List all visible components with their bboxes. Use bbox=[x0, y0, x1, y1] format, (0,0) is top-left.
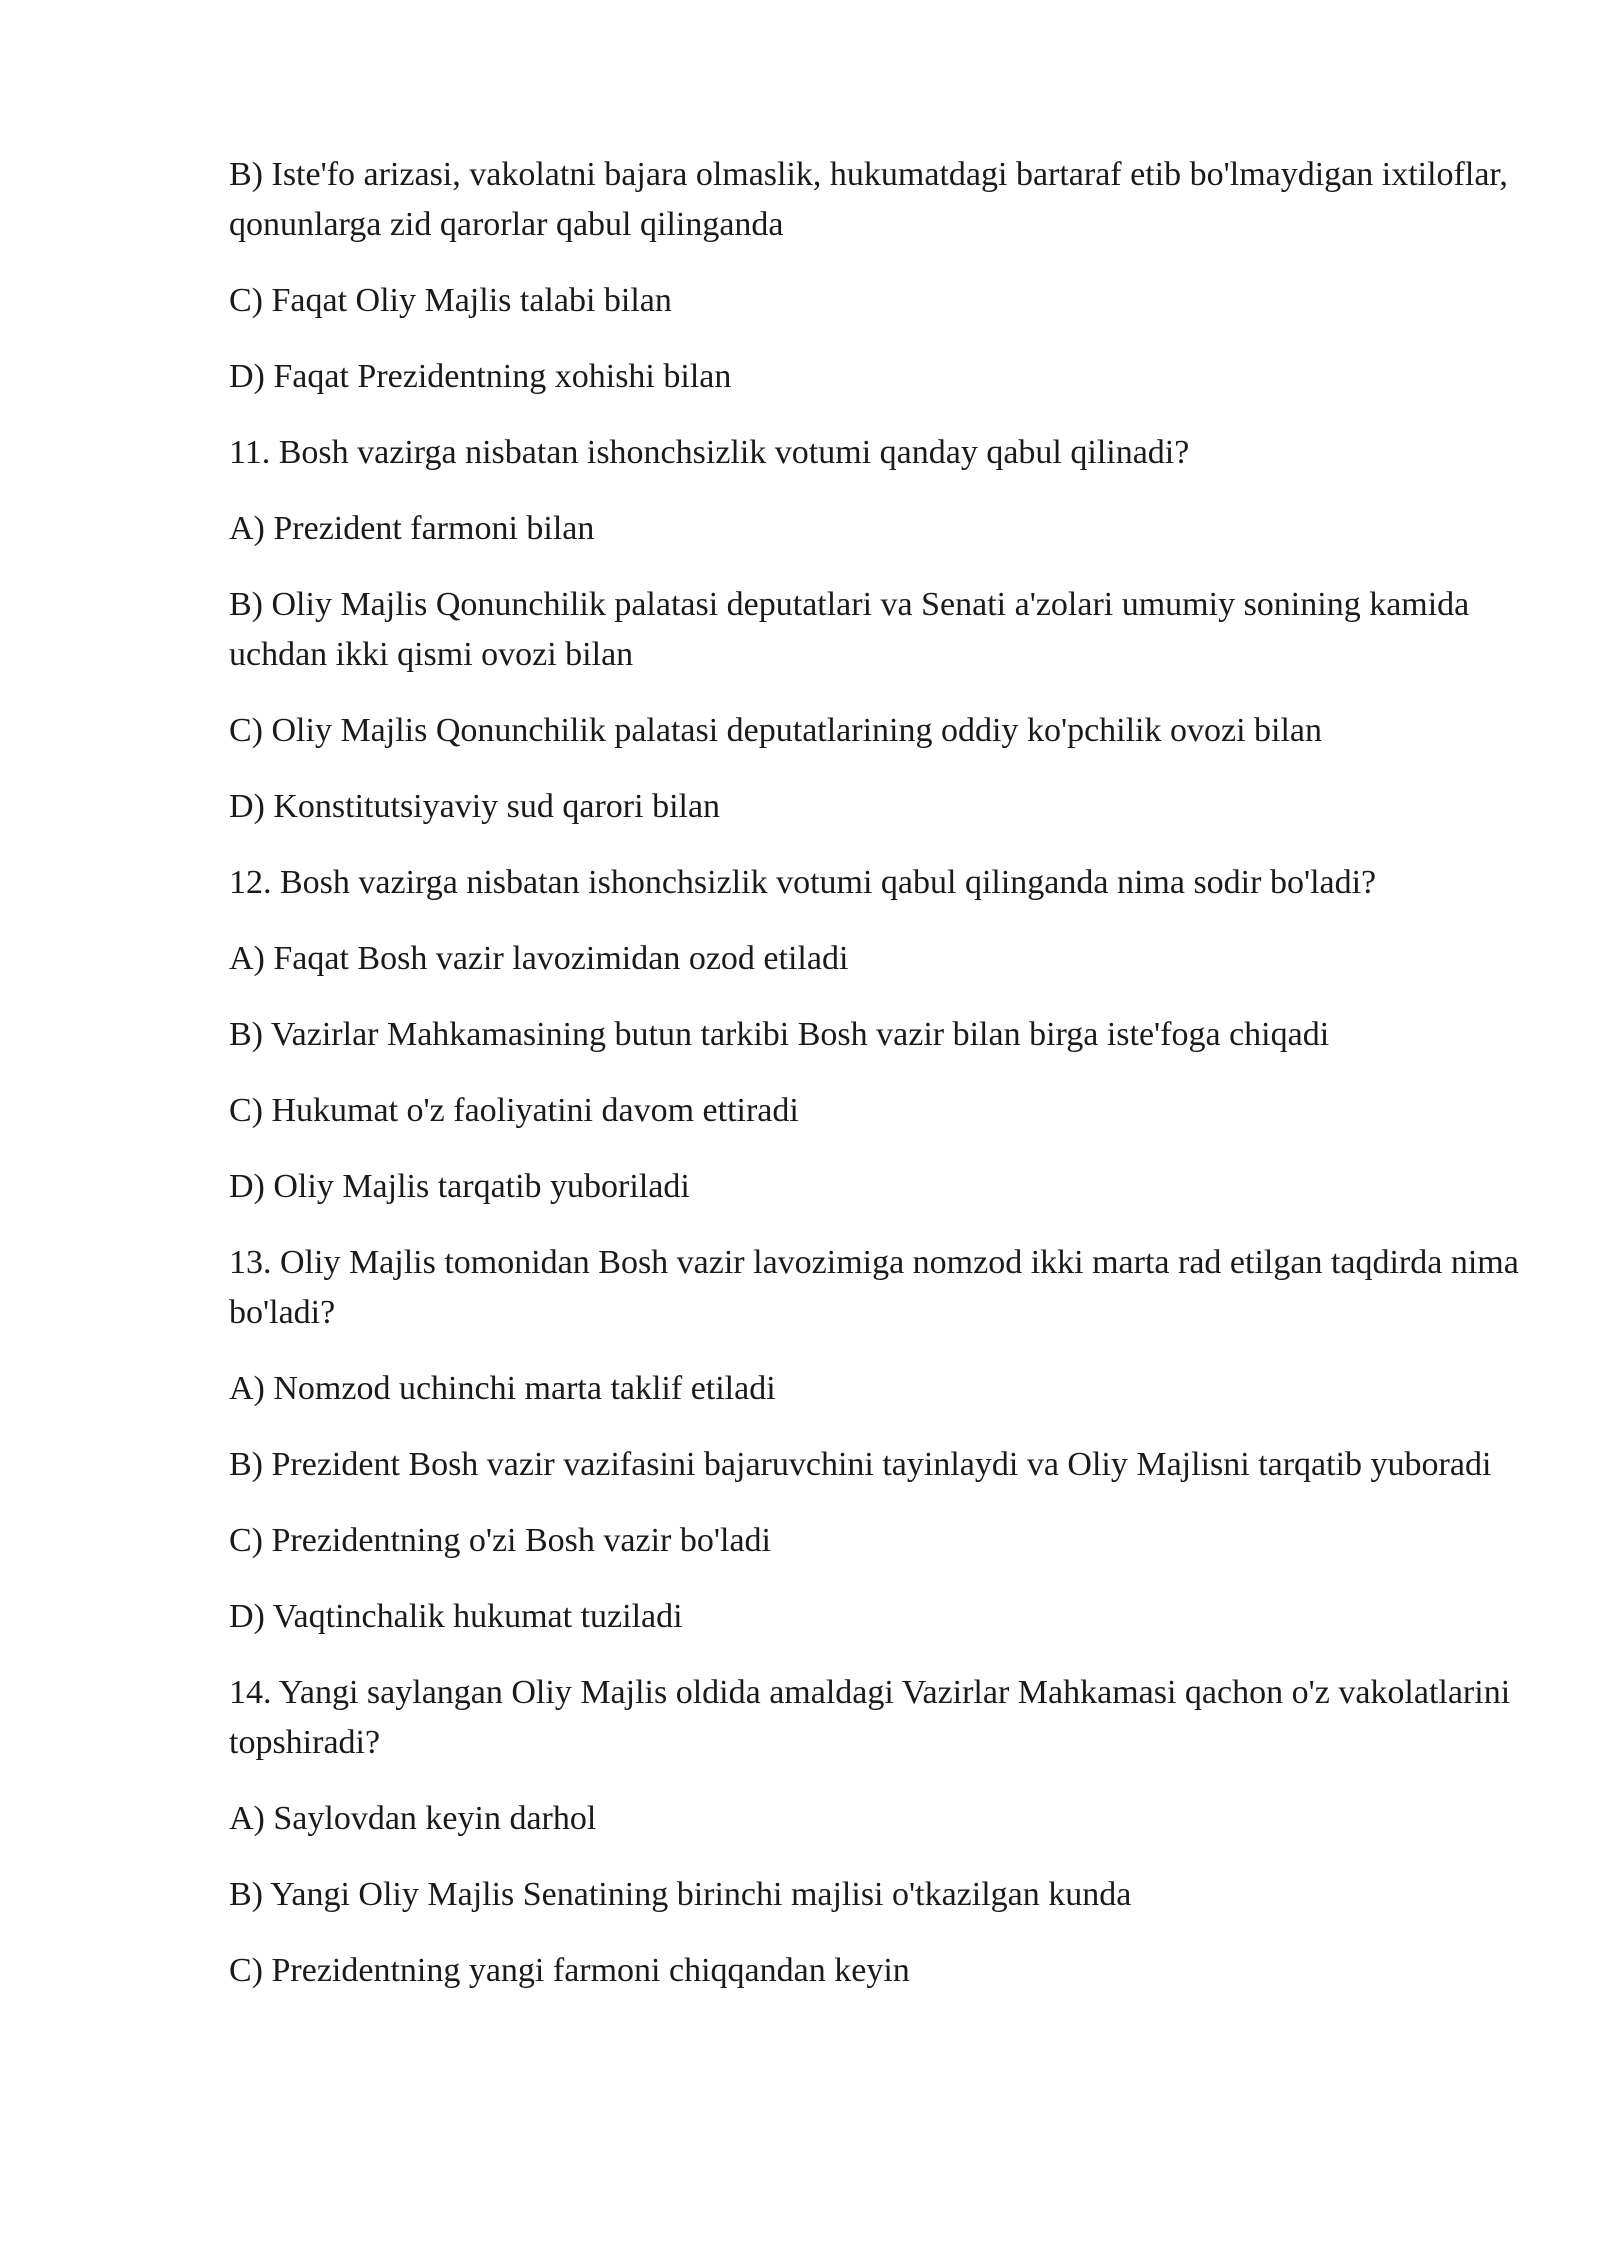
answer-option: B) Oliy Majlis Qonunchilik palatasi deputatlari va Senati a'zolari umumiy sonining kamida uchdan ikki qismi ovozi bilan bbox=[229, 586, 1470, 673]
answer-option: B) Prezident Bosh vazir vazifasini bajaruvchini tayinlaydi va Oliy Majlisni tarqatib yuboradi bbox=[229, 1446, 1492, 1483]
answer-option: D) Faqat Prezidentning xohishi bilan bbox=[229, 358, 732, 395]
answer-option: D) Vaqtinchalik hukumat tuziladi bbox=[229, 1598, 683, 1635]
question-11: 11. Bosh vazirga nisbatan ishonchsizlik votumi qanday qabul qilinadi? bbox=[229, 434, 1190, 471]
answer-option: A) Nomzod uchinchi marta taklif etiladi bbox=[229, 1370, 776, 1407]
answer-option: B) Iste'fo arizasi, vakolatni bajara olmaslik, hukumatdagi bartaraf etib bo'lmaydigan ixtiloflar, qonunlarga zid qarorlar qabul qilinganda bbox=[229, 156, 1508, 243]
answer-option: C) Prezidentning yangi farmoni chiqqandan keyin bbox=[229, 1952, 910, 1989]
answer-option: C) Prezidentning o'zi Bosh vazir bo'ladi bbox=[229, 1522, 771, 1559]
answer-option: C) Hukumat o'z faoliyatini davom ettiradi bbox=[229, 1092, 799, 1129]
answer-option: D) Konstitutsiyaviy sud qarori bilan bbox=[229, 788, 721, 825]
document-body bbox=[229, 150, 1529, 2022]
answer-option: A) Faqat Bosh vazir lavozimidan ozod etiladi bbox=[229, 940, 849, 977]
answer-option: C) Faqat Oliy Majlis talabi bilan bbox=[229, 282, 672, 319]
answer-option: A) Prezident farmoni bilan bbox=[229, 510, 595, 547]
answer-option: D) Oliy Majlis tarqatib yuboriladi bbox=[229, 1168, 690, 1205]
question-13: 13. Oliy Majlis tomonidan Bosh vazir lavozimiga nomzod ikki marta rad etilgan taqdirda nima bo'ladi? bbox=[229, 1244, 1519, 1331]
question-14: 14. Yangi saylangan Oliy Majlis oldida amaldagi Vazirlar Mahkamasi qachon o'z vakolatlarini topshiradi? bbox=[229, 1674, 1511, 1761]
answer-option: A) Saylovdan keyin darhol bbox=[229, 1800, 597, 1837]
question-12: 12. Bosh vazirga nisbatan ishonchsizlik votumi qabul qilinganda nima sodir bo'ladi? bbox=[229, 864, 1377, 901]
answer-option: B) Yangi Oliy Majlis Senatining birinchi majlisi o'tkazilgan kunda bbox=[229, 1876, 1132, 1913]
answer-option: B) Vazirlar Mahkamasining butun tarkibi Bosh vazir bilan birga iste'foga chiqadi bbox=[229, 1016, 1330, 1053]
answer-option: C) Oliy Majlis Qonunchilik palatasi deputatlarining oddiy ko'pchilik ovozi bilan bbox=[229, 712, 1323, 749]
